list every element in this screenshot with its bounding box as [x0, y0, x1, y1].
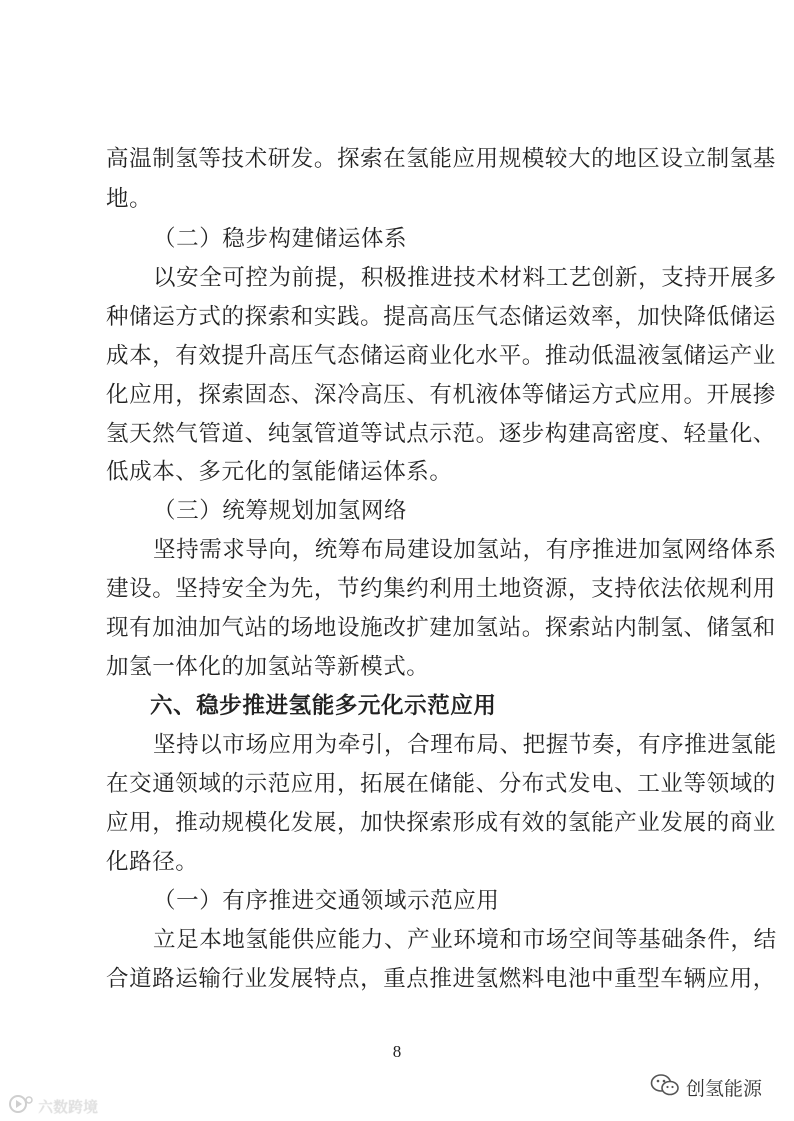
paragraph-line: 应用，推动规模化发展，加快探索形成有效的氢能产业发展的商业	[106, 810, 776, 836]
page-number: 8	[392, 1042, 402, 1061]
paragraph-line: 坚持需求导向，统筹布局建设加氢站，有序推进加氢网络体系	[153, 537, 777, 563]
wechat-icon	[650, 1073, 680, 1102]
paragraph-line: 加氢一体化的加氢站等新模式。	[106, 654, 430, 680]
paragraph-line: 坚持以市场应用为牵引，合理布局、把握节奏，有序推进氢能	[153, 732, 777, 758]
paragraph-line: 成本，有效提升高压气态储运商业化水平。推动低温液氢储运产业	[106, 343, 776, 369]
chapter-heading: 六、稳步推进氢能多元化示范应用	[150, 693, 497, 719]
video-play-logo-icon	[8, 1094, 34, 1118]
paragraph-line: 地。	[106, 186, 153, 212]
paragraph-line: 高温制氢等技术研发。探索在氢能应用规模较大的地区设立制氢基	[106, 146, 776, 172]
watermark-left-text: 六数跨境	[38, 1097, 99, 1116]
paragraph-line: 在交通领域的示范应用，拓展在储能、分布式发电、工业等领域的	[106, 771, 776, 797]
section-heading: （二）稳步构建储运体系	[153, 226, 408, 252]
paragraph-line: 化应用，探索固态、深冷高压、有机液体等储运方式应用。开展掺	[106, 382, 776, 408]
paragraph-line: 种储运方式的探索和实践。提高高压气态储运效率，加快降低储运	[106, 304, 776, 330]
paragraph-line: 氢天然气管道、纯氢管道等试点示范。逐步构建高密度、轻量化、	[106, 421, 776, 447]
paragraph-line: 化路径。	[106, 849, 199, 875]
watermark-right-text: 创氢能源	[686, 1077, 763, 1100]
paragraph-line: 以安全可控为前提，积极推进技术材料工艺创新，支持开展多	[153, 265, 777, 291]
paragraph-line: 低成本、多元化的氢能储运体系。	[106, 459, 453, 485]
watermark-right	[650, 1073, 762, 1101]
section-heading: （一）有序推进交通领域示范应用	[153, 888, 500, 914]
paragraph-line: 合道路运输行业发展特点，重点推进氢燃料电池中重型车辆应用，	[106, 966, 776, 992]
watermark-left	[8, 1094, 98, 1118]
paragraph-line: 建设。坚持安全为先，节约集约利用土地资源，支持依法依规利用	[106, 576, 776, 602]
paragraph-line: 立足本地氢能供应能力、产业环境和市场空间等基础条件，结	[153, 927, 777, 953]
paragraph-line: 现有加油加气站的场地设施改扩建加氢站。探索站内制氢、储氢和	[106, 615, 776, 641]
section-heading: （三）统筹规划加氢网络	[153, 498, 408, 524]
